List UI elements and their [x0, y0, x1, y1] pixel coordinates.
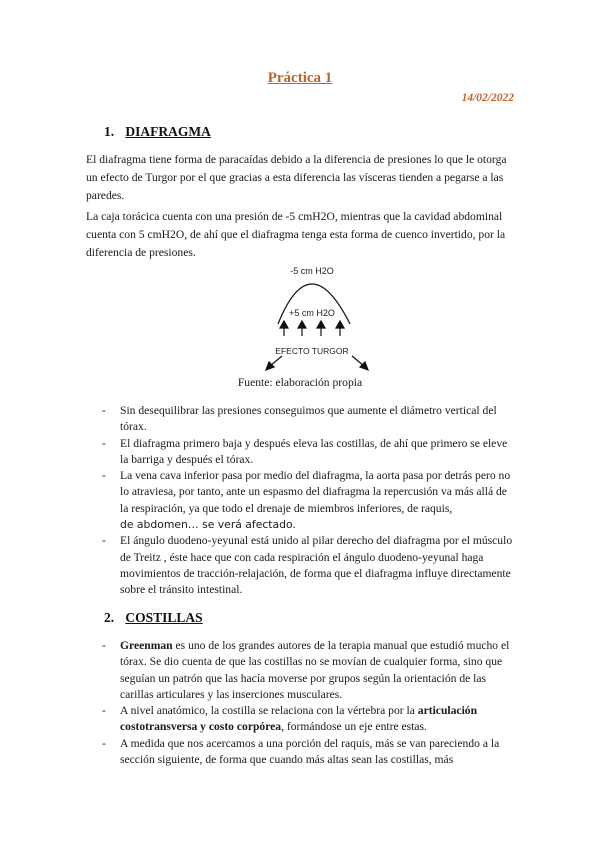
list-item: - Sin desequilibrar las presiones conseguimos que aumente el diámetro vertical del tórax.	[102, 404, 497, 434]
pressure-arrows	[280, 321, 344, 336]
section-heading-costillas	[104, 610, 203, 626]
diaphragm-dome	[278, 284, 350, 324]
figure-inner-label: +5 cm H2O	[289, 308, 335, 318]
paragraph: El diafragma tiene forma de paracaídas debido a la diferencia de presiones lo que le otorga un efecto de Turgor por el que gracias a esta diferencia las vísceras tienden a pegarse a las paredes.	[86, 153, 507, 202]
figure-top-label: -5 cm H2O	[290, 266, 334, 276]
section-number: 2.	[104, 610, 115, 625]
paragraph: La caja torácica cuenta con una presión de -5 cmH2O, mientras que la cavidad abdominal cuenta con 5 cmH2O, de ahí que el diafragma tenga esta forma de cuenco invertido, por la diferencia de presiones.	[86, 210, 506, 259]
page-title: Práctica 1	[267, 70, 333, 86]
list-item: - A medida que nos acercamos a una porción del raquis, más se van pareciendo a la sección siguiente, de forma que cuando más altas sean las costillas, más	[102, 736, 500, 767]
list-item: - El diafragma primero baja y después eleva las costillas, de ahí que primero se eleve la barriga y después el tórax.	[102, 436, 508, 466]
diaphragm-figure	[260, 262, 390, 372]
bullet-list	[86, 638, 518, 768]
figure-caption: Fuente: elaboración propia	[237, 376, 363, 389]
list-item: - A nivel anatómico, la costilla se relaciona con la vértebra por la articulación costotransversa y costo corpórea, formándose un eje entre estas.	[102, 704, 478, 734]
bullet-list	[86, 403, 518, 599]
figure-bottom-label: EFECTO TURGOR	[275, 346, 349, 356]
list-item: - El ángulo duodeno-yeyunal está unido al pilar derecho del diafragma por el músculo de Treitz , éste hace que con cada respiración el ángulo duodeno-yeyunal haga movimientos de tracción-relajación, de forma que el diafragma influye directamente sobre el tránsito intestinal.	[102, 534, 513, 597]
diverging-arrows	[266, 356, 368, 370]
list-item: - La vena cava inferior pasa por medio del diafragma, la aorta pasa por detrás pero no lo atraviesa, por tanto, ante un espasmo del diafragma la repercusión va más allá de la respiración, ya que todo el drenaje de miembros inferiores, de raquis, de abdomen… se verá afectado.	[102, 469, 511, 532]
section-heading-diafragma	[104, 124, 211, 140]
section-title: DIAFRAGMA	[125, 124, 211, 139]
section-title: COSTILLAS	[125, 610, 203, 625]
section-number: 1.	[104, 124, 115, 139]
date: 14/02/2022	[461, 92, 514, 104]
list-item: - Greenman es uno de los grandes autores de la terapia manual que estudió mucho el tórax. Se dio cuenta de que las costillas no se movían de cualquier forma, sino que seguían un patrón que las hacía moverse por grupos según la orientación de las carillas articulares y las inserciones musculares.	[102, 639, 510, 701]
